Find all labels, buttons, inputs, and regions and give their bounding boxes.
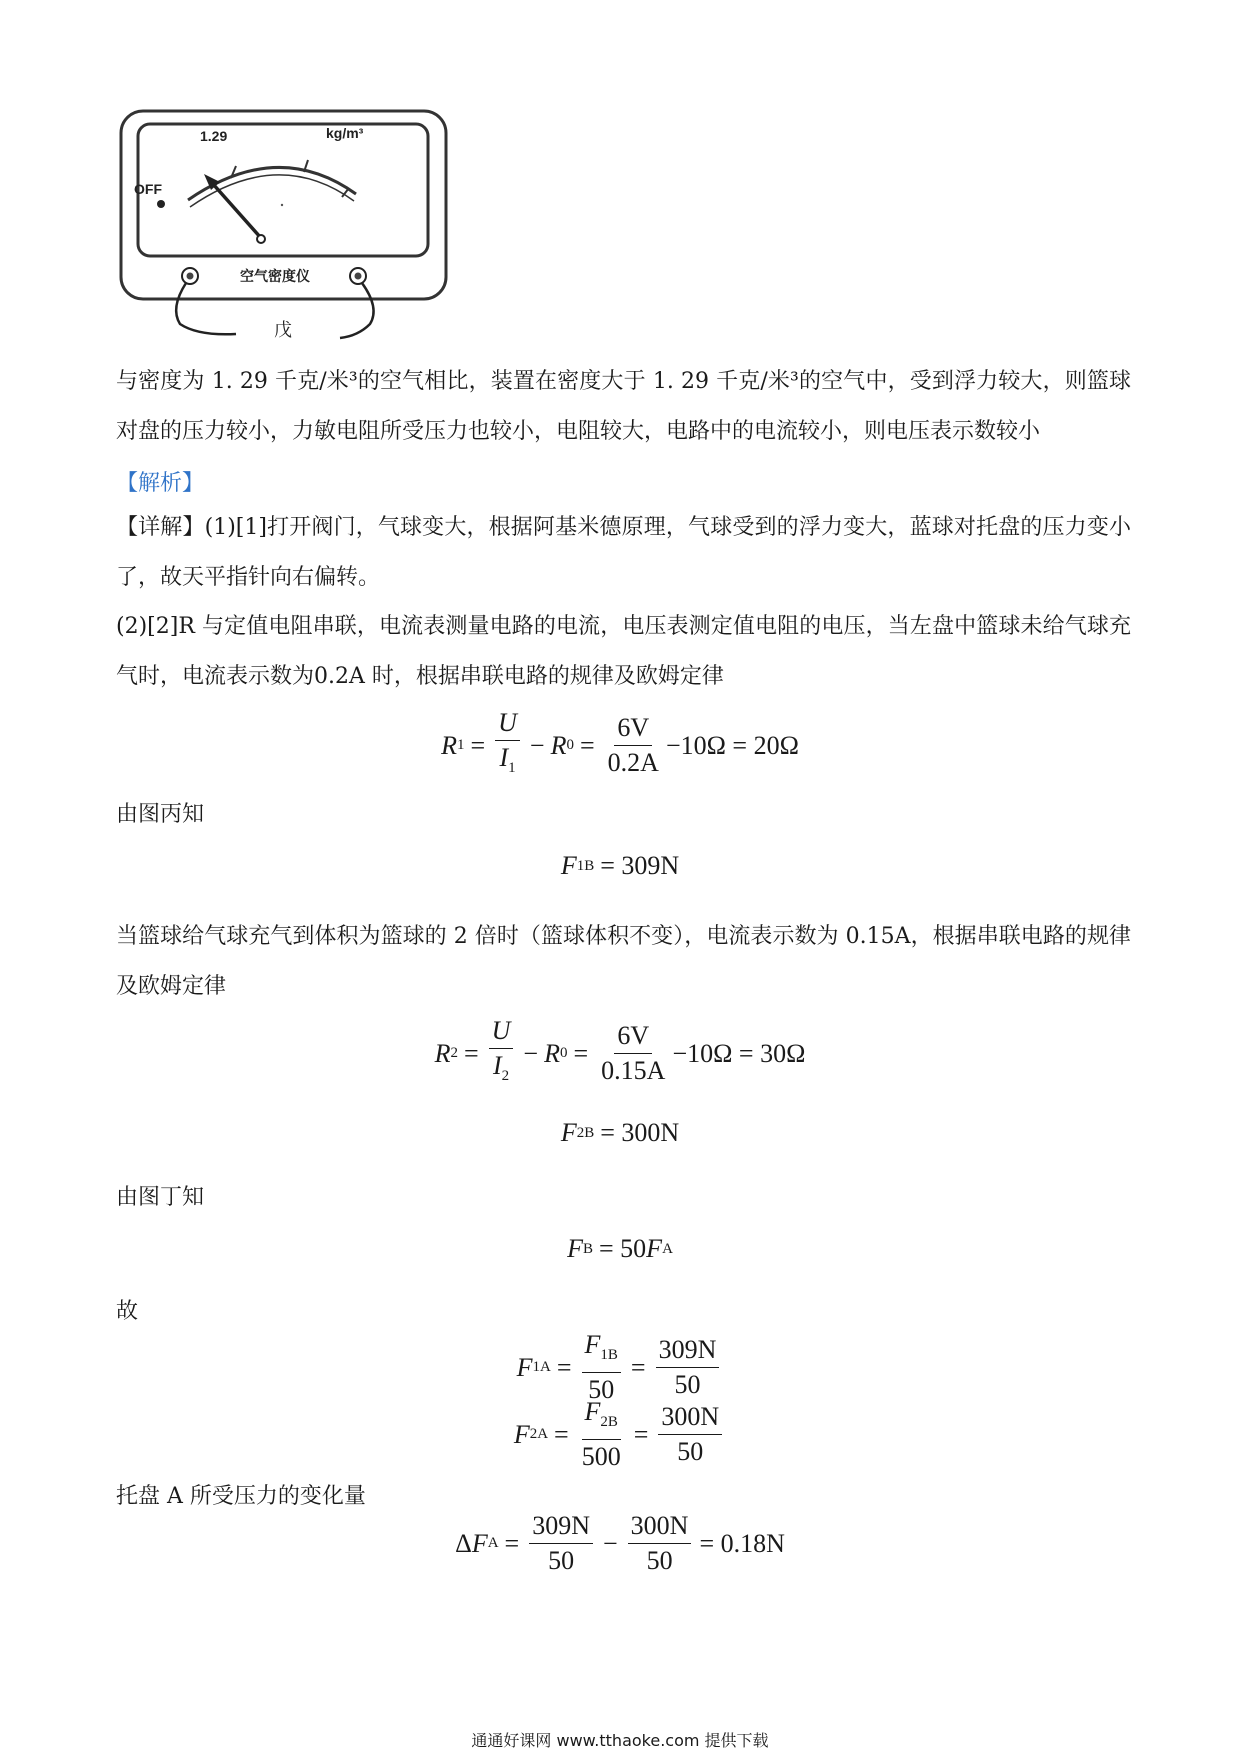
equation-delta-fa: Δ F A = $\frac{309N}{50}$ − $\frac{300N}{50}$ = 0.18N [455,1511,785,1575]
answer-paragraph: 与密度为 1. 29 千克/米³的空气相比，装置在密度大于 1. 29 千克/米³的空气中，受到浮力较大，则篮球对盘的压力较小，力敏电阻所受压力也较小，电阻较大，电路中的电流较小，则电压表示数较小 [116,369,1131,444]
right-wire [340,283,374,338]
meter-needle [213,184,261,238]
text-therefore: 故 [116,1299,139,1324]
equation-r2: R 2 = $\frac{U}{I_2}$ − R 0 = $\frac{6V}{0.15A}$ −10Ω = 30Ω [434,1016,806,1085]
equation-fb: F B = 50 F A [567,1234,673,1263]
meter-off-label: OFF [134,181,162,197]
text-from-figure-bing: 由图丙知 [116,802,205,827]
meter-device-name: 空气密度仪 [240,269,310,285]
meter-unit-label: kg/m³ [326,125,364,141]
left-wire [176,283,236,334]
air-density-meter-figure [118,108,450,344]
meter-value-label: 1.29 [200,128,228,144]
equation-f1b: F 1B = 309N [560,851,680,880]
analysis-tag: 【解析】 [116,471,205,496]
detail-paragraph-2: (2)[2]R 与定值电阻串联，电流表测量电路的电流，电压表测定值电阻的电压，当左盘中篮球未给气球充气时，电流表示数为0.2A 时，根据串联电路的规律及欧姆定律 [116,614,1131,689]
figure-caption: 戊 [274,320,292,341]
off-dot [157,200,165,208]
detail-paragraph-3: 当篮球给气球充气到体积为篮球的 2 倍时（篮球体积不变），电流表示数为 0.15A，根据串联电路的规律及欧姆定律 [116,924,1131,999]
equation-r1: R 1 = $\frac{U}{I_1}$ − R 0 = $\frac{6V}{0.2A}$ −10Ω = 20Ω [441,708,799,777]
text-change-amount: 托盘 A 所受压力的变化量 [116,1484,366,1509]
equation-f2b: F 2B = 300N [560,1118,680,1147]
meter-pivot [257,235,265,243]
page-footer: 通通好课网 www.tthaoke.com 提供下载 [471,1731,769,1750]
equation-f1a: F 1A = $\frac{F_{1B}}{50}$ = $\frac{309N}{50}$ [0,1330,1240,1405]
meter-inner-frame [138,124,428,256]
detail-paragraph-1: 【详解】(1)[1]打开阀门，气球变大，根据阿基米德原理，气球受到的浮力变大，蓝球对托盘的压力变小了，故天平指针向右偏转。 [116,515,1131,590]
text-from-figure-ding: 由图丁知 [116,1185,205,1210]
equation-f2a: F 2A = $\frac{F_{2B}}{500}$ = $\frac{300N}{50}$ [0,1397,1240,1472]
